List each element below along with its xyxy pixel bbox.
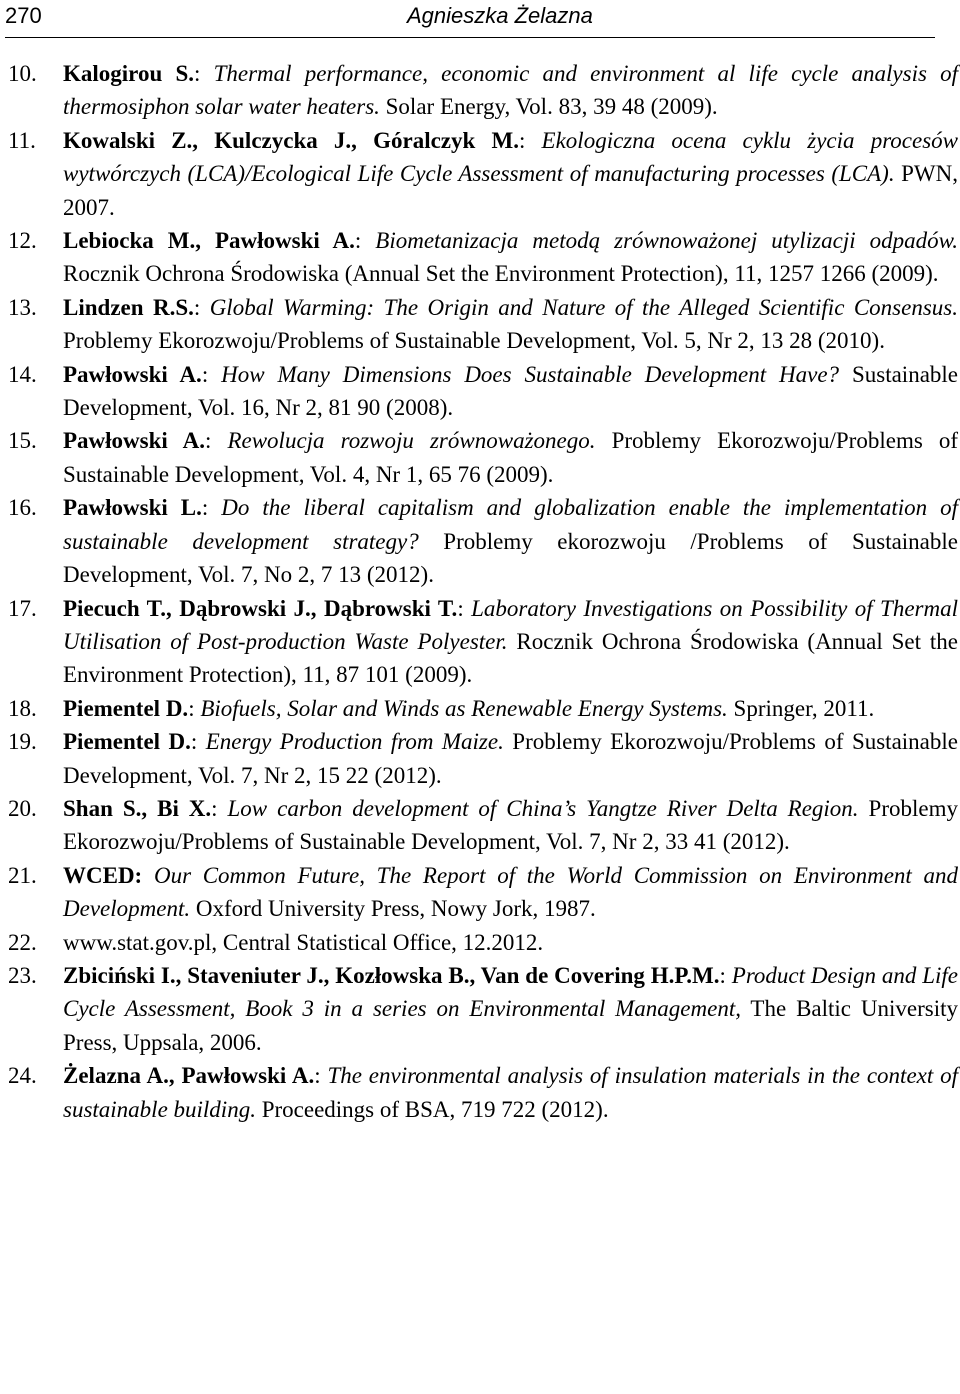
reference-source: Oxford University Press, Nowy Jork, 1987. — [190, 896, 596, 922]
reference-title: Rewolucja rozwoju zrównoważonego. — [227, 428, 596, 454]
reference-authors: Lindzen R.S. — [63, 294, 194, 320]
reference-source: Proceedings of BSA, 719 722 (2012). — [255, 1096, 609, 1122]
reference-item — [0, 926, 960, 959]
reference-authors: Piementel D. — [63, 695, 189, 721]
reference-title: How Many Dimensions Does Sustainable Development Have? — [221, 361, 840, 387]
running-head: Agnieszka Żelazna — [407, 3, 593, 28]
reference-authors: Pawłowski A. — [63, 361, 202, 387]
reference-title: Biofuels, Solar and Winds as Renewable Energy Systems. — [200, 695, 728, 721]
reference-title: Global Warming: The Origin and Nature of the Alleged Scientific Consensus. — [209, 294, 958, 320]
reference-item — [0, 491, 960, 591]
reference-source: The Baltic University Press, Uppsala, 2006. — [63, 996, 958, 1055]
reference-separator: : — [190, 729, 206, 755]
reference-source: Problemy Ekorozwoju/Problems of Sustainable Development, Vol. 7, Nr 2, 15 22 (2012). — [63, 729, 958, 788]
header-rule — [5, 37, 935, 38]
reference-item — [0, 692, 960, 725]
reference-item — [0, 1059, 960, 1126]
reference-source: Rocznik Ochrona Środowiska (Annual Set the Environment Protection), 11, 87 101 (2009). — [63, 628, 958, 688]
reference-number: 18. — [8, 695, 37, 721]
reference-number: 12. — [8, 228, 37, 254]
reference-number: 17. — [8, 595, 37, 621]
reference-title: Product Design and Life Cycle Assessment, Book 3 in a series on Environmental Management, — [63, 962, 959, 1022]
reference-separator: : — [518, 127, 542, 153]
reference-number: 23. — [8, 962, 37, 988]
reference-number: 22. — [8, 929, 37, 955]
reference-number: 14. — [8, 361, 37, 387]
reference-source: Problemy ekorozwoju /Problems of Sustainable Development, Vol. 7, No 2, 7 13 (2012). — [63, 528, 958, 588]
reference-item — [0, 859, 960, 926]
reference-number: 16. — [8, 495, 37, 521]
reference-number: 24. — [8, 1063, 37, 1089]
reference-title: Our Common Future, The Report of the World Commission on Environment and Development. — [63, 862, 959, 922]
page-header — [5, 0, 935, 38]
reference-item — [0, 358, 960, 425]
reference-item — [0, 592, 960, 692]
reference-authors: Piementel D. — [63, 729, 191, 755]
reference-item — [0, 792, 960, 859]
reference-source: Solar Energy, Vol. 83, 39 48 (2009). — [379, 94, 718, 120]
reference-source: Sustainable Development, Vol. 16, Nr 2, 81 90 (2008). — [63, 361, 959, 421]
reference-number: 20. — [8, 795, 37, 821]
reference-separator: : — [354, 228, 376, 254]
reference-number: 13. — [8, 294, 37, 320]
reference-list — [0, 57, 960, 1126]
reference-number: 10. — [8, 61, 37, 86]
reference-separator: : — [204, 428, 228, 454]
reference-authors: Kowalski Z., Kulczycka J., Góralczyk M. — [63, 127, 519, 153]
reference-source: Problemy Ekorozwoju/Problems of Sustainable Development, Vol. 5, Nr 2, 13 28 (2010). — [63, 328, 885, 354]
reference-authors: Pawłowski L. — [63, 495, 202, 521]
reference-title: Do the liberal capitalism and globalization enable the implementation of sustainable development strategy? — [63, 495, 959, 554]
reference-title: Ekologiczna ocena cyklu życia procesów wytwórczych (LCA)/Ecological Life Cycle Assessment of manufacturing processes (LCA). — [63, 127, 958, 187]
reference-source: Problemy Ekorozwoju/Problems of Sustainable Development, Vol. 7, Nr 2, 33 41 (2012). — [63, 795, 958, 855]
reference-authors: Pawłowski A. — [63, 428, 205, 454]
reference-title: Biometanizacja metodą zrównoważonej utylizacji odpadów. — [375, 228, 958, 254]
reference-item — [0, 224, 960, 291]
reference-title: Energy Production from Maize. — [205, 729, 504, 755]
reference-number: 15. — [8, 428, 37, 454]
reference-authors: Kalogirou S. — [63, 61, 194, 86]
reference-separator: : — [201, 495, 222, 521]
reference-separator: : — [314, 1063, 328, 1089]
reference-title: Thermal performance, economic and environment al life cycle analysis of thermosiphon solar water heaters. — [63, 61, 958, 120]
reference-authors: WCED: — [63, 862, 143, 888]
reference-authors: Shan S., Bi X. — [63, 795, 212, 821]
reference-source: PWN, 2007. — [63, 161, 958, 220]
reference-item — [0, 57, 960, 124]
reference-item — [0, 424, 960, 491]
reference-separator: : — [193, 294, 210, 320]
reference-authors: Zbiciński I., Staveniuter J., Kozłowska B., Van de Covering H.P.M. — [63, 962, 720, 988]
reference-separator: : — [188, 695, 201, 721]
reference-source: Problemy Ekorozwoju/Problems of Sustainable Development, Vol. 4, Nr 1, 65 76 (2009). — [63, 428, 959, 487]
reference-separator: : — [211, 795, 228, 821]
reference-source: Springer, 2011. — [727, 695, 875, 721]
reference-separator: : — [193, 61, 214, 86]
reference-title: Low carbon development of China’s Yangtze River Delta Region. — [227, 795, 859, 821]
reference-authors: Piecuch T., Dąbrowski J., Dąbrowski T. — [63, 595, 458, 621]
reference-authors: Żelazna A., Pawłowski A. — [63, 1063, 315, 1089]
reference-source: Rocznik Ochrona Środowiska (Annual Set the Environment Protection), 11, 1257 1266 (2009). — [63, 261, 939, 287]
reference-separator: : — [457, 595, 472, 621]
reference-separator: : — [201, 361, 222, 387]
reference-item — [0, 291, 960, 358]
reference-separator: : — [719, 962, 732, 988]
reference-number: 21. — [8, 862, 37, 888]
reference-number: 19. — [8, 729, 37, 755]
reference-item — [0, 959, 960, 1059]
reference-title: Laboratory Investigations on Possibility of Thermal Utilisation of Post-production Waste Polyester. — [63, 595, 959, 654]
page-number: 270 — [5, 3, 42, 28]
reference-source: www.stat.gov.pl, Central Statistical Office, 12.2012. — [63, 929, 544, 955]
reference-authors: Lebiocka M., Pawłowski A. — [63, 228, 355, 254]
reference-title: The environmental analysis of insulation materials in the context of sustainable building. — [63, 1063, 958, 1122]
reference-item — [0, 725, 960, 792]
reference-number: 11. — [8, 127, 36, 153]
reference-separator — [142, 863, 154, 888]
reference-item — [0, 124, 960, 224]
